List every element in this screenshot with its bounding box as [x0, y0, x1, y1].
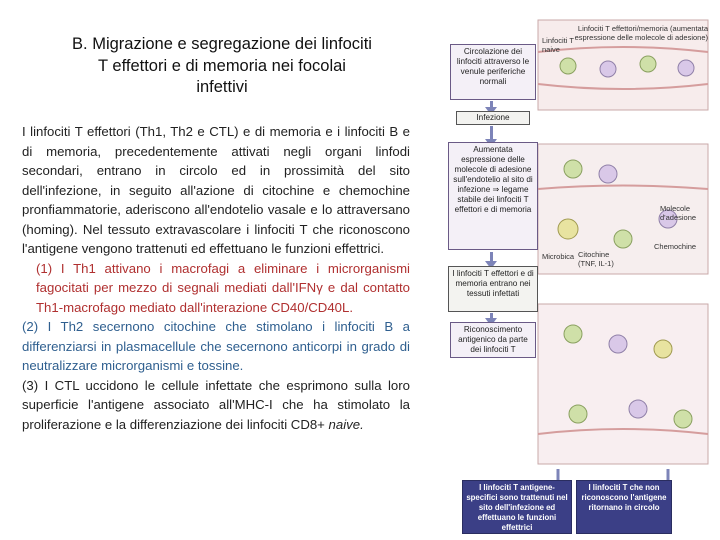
box-adhesion: Aumentata espressione delle molecole di adesione sull'endotelio al sito di infezione ⇒ legame stabile dei linfociti T effettori e di memoria [448, 142, 538, 250]
arrow-2 [490, 126, 493, 140]
paragraph-th2: (2) I Th2 secernono citochine che stimolano i linfociti B a differenziarsi in plasmacellule che secernono anticorpi in grado di neutralizzare microrganismi e tossine. [22, 319, 410, 373]
label-naive: Linfociti T naive [542, 36, 574, 54]
paragraph-ctl [22, 376, 410, 435]
lymphocyte [678, 60, 694, 76]
lymphocyte [640, 56, 656, 72]
box-return-circulation: I linfociti T che non riconoscono l'antigene ritornano in circolo [576, 480, 672, 534]
label-adhesion-molecules: Molecole d'adesione [660, 204, 697, 222]
paragraph-ctl-naive: naive. [328, 416, 364, 432]
label-cytokines: Citochine (TNF, IL-1) [578, 250, 614, 268]
lymphocyte [614, 230, 632, 248]
lymphocyte [674, 410, 692, 428]
tissue-panel [538, 304, 708, 464]
lymphocyte [560, 58, 576, 74]
slide-title [16, 34, 428, 99]
arrow-4 [490, 313, 493, 319]
body-text [22, 122, 410, 434]
box-infection: Infezione [456, 111, 530, 125]
title-line-1: B. Migrazione e segregazione dei linfociti [72, 35, 372, 53]
paragraph-ctl-text: (3) I CTL uccidono le cellule infettate che esprimono sulla loro superficie l'antigene associato all'MHC-I che ha stimolato la proliferazione e la differenziazione dei linfociti CD8+ [22, 377, 410, 432]
homing-diagram [438, 14, 710, 534]
label-chemokines: Chemochine [654, 242, 697, 251]
lymphocyte [609, 335, 627, 353]
macrophage [654, 340, 672, 358]
box-circulation: Circolazione dei linfociti attraverso le venule periferiche normali [450, 44, 536, 100]
lymphocyte [564, 160, 582, 178]
lymphocyte [599, 165, 617, 183]
box-entry-tissue: I linfociti T effettori e di memoria entrano nei tessuti infettati [448, 266, 538, 312]
label-microbe: Microbica [542, 252, 575, 261]
arrow-3 [490, 252, 493, 262]
arrow-1 [490, 101, 493, 108]
paragraph-intro: I linfociti T effettori (Th1, Th2 e CTL) e di memoria e i linfociti B e di memoria, precedentemente attivati negli organi linfodi secondari, entrano in circolo ed in prossimità del sito dell'infezione, in seguito all'azione di citochine e chemochine pronfiammatorie, aderiscono all'endotelio vasale e lo attraversano (homing). Nel tessuto extravascolare i linfociti T che riconoscono l'antigene vengono trattenuti ed effettuano le funzioni effettrici. [22, 124, 410, 256]
lymphocyte [600, 61, 616, 77]
lymphocyte [564, 325, 582, 343]
box-retained: I linfociti T antigene-specifici sono trattenuti nel sito dell'infezione ed effettuano le funzioni effettrici [462, 480, 572, 534]
title-line-2: T effettori e di memoria nei focolai [98, 56, 346, 75]
macrophage [558, 219, 578, 239]
box-antigen-recognition: Riconoscimento antigenico da parte dei linfociti T [450, 322, 536, 358]
title-line-3: infettivi [196, 78, 248, 96]
lymphocyte [569, 405, 587, 423]
label-effector-memory: Linfociti T effettori/memoria (aumentata espressione delle molecole di adesione) [574, 24, 708, 42]
lymphocyte [629, 400, 647, 418]
paragraph-th1: (1) I Th1 attivano i macrofagi a eliminare i microrganismi fagocitati per mezzo di segnali mediati dall'IFNγ e dal contatto Th1-macrofago mediato dall'interazione CD40/CD40L. [36, 260, 410, 315]
